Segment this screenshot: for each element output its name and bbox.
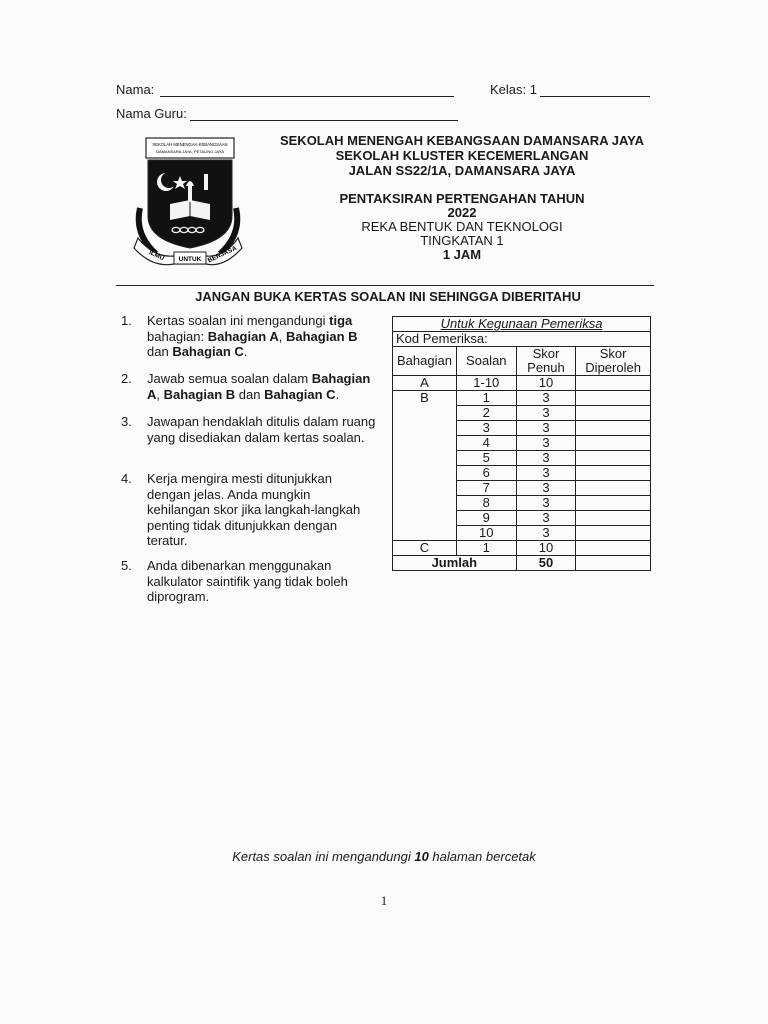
instruction-text: Jawab semua soalan dalam Bahagian A, Bahagian B dan Bahagian C. — [147, 371, 371, 402]
nama-guru-field[interactable] — [190, 120, 458, 121]
cell-skor-diperoleh[interactable] — [576, 451, 651, 466]
header-skor-penuh: Skor Penuh — [516, 347, 576, 376]
exam-duration: 1 JAM — [442, 247, 482, 262]
cell-soalan: 1 — [456, 391, 516, 406]
footer-page-count: 10 — [414, 849, 429, 864]
instruction-text: Anda dibenarkan menggunakan kalkulator saintifik yang tidak boleh diprogram. — [147, 558, 348, 604]
examiner-code-field[interactable]: Kod Pemeriksa: — [393, 332, 651, 347]
cell-skor-penuh: 3 — [516, 391, 576, 406]
exam-year: 2022 — [447, 205, 477, 220]
crest-motto-3: BERJASA — [206, 244, 238, 265]
instruction-number: 5. — [121, 558, 132, 573]
cell-skor-penuh: 10 — [516, 541, 576, 556]
cell-skor-penuh: 3 — [516, 406, 576, 421]
cell-skor-penuh: 3 — [516, 496, 576, 511]
instruction-item — [121, 313, 376, 360]
nama-field[interactable] — [160, 96, 454, 97]
cell-skor-diperoleh[interactable] — [576, 466, 651, 481]
cell-bahagian-a: A — [393, 376, 457, 391]
page-count-note — [0, 849, 768, 864]
cell-skor-penuh: 3 — [516, 511, 576, 526]
nama-guru-label: Nama Guru: — [116, 106, 187, 121]
form-level: TINGKATAN 1 — [420, 233, 504, 248]
crest-motto-1: ILMU — [147, 249, 166, 263]
cell-skor-penuh: 3 — [516, 436, 576, 451]
cell-bahagian-b: B — [393, 391, 457, 541]
crest-top-text-2: DAMANSARA JAYA, PETALING JAYA — [156, 149, 224, 154]
cell-skor-diperoleh[interactable] — [576, 436, 651, 451]
school-address: JALAN SS22/1A, DAMANSARA JAYA — [348, 163, 576, 178]
cell-bahagian-c: C — [393, 541, 457, 556]
instruction-item — [121, 558, 376, 605]
crest-motto-2: UNTUK — [178, 256, 202, 263]
footer-text-after: halaman bercetak — [428, 849, 536, 864]
instruction-text: Kerja mengira mesti ditunjukkan dengan jelas. Anda mungkin kehilangan skor jika langkah-langkah penting tidak ditunjukkan dengan teratur. — [147, 471, 361, 548]
cell-soalan: 2 — [456, 406, 516, 421]
kelas-field[interactable] — [540, 96, 650, 97]
exam-title: PENTAKSIRAN PERTENGAHAN TAHUN — [339, 191, 585, 206]
cell-skor-diperoleh[interactable] — [576, 526, 651, 541]
header-bahagian: Bahagian — [393, 347, 457, 376]
header-skor-diperoleh: Skor Diperoleh — [576, 347, 651, 376]
cell-skor-penuh: 3 — [516, 451, 576, 466]
header-soalan: Soalan — [456, 347, 516, 376]
cell-soalan: 8 — [456, 496, 516, 511]
instruction-text: Kertas soalan ini mengandungi tiga bahagian: Bahagian A, Bahagian B dan Bahagian C. — [147, 313, 358, 359]
instruction-item — [121, 414, 376, 445]
cell-skor-diperoleh[interactable] — [576, 481, 651, 496]
cell-skor-penuh: 3 — [516, 481, 576, 496]
cell-soalan: 10 — [456, 526, 516, 541]
total-skor-penuh: 50 — [516, 556, 576, 571]
warning-text: JANGAN BUKA KERTAS SOALAN INI SEHINGGA DIBERITAHU — [195, 289, 581, 304]
instruction-number: 2. — [121, 371, 132, 386]
divider — [116, 285, 654, 286]
cell-skor-penuh: 3 — [516, 466, 576, 481]
table-row — [393, 391, 651, 406]
table-title: Untuk Kegunaan Pemeriksa — [393, 317, 651, 332]
cell-skor-penuh: 3 — [516, 526, 576, 541]
cell-soalan: 7 — [456, 481, 516, 496]
school-name: SEKOLAH MENENGAH KEBANGSAAN DAMANSARA JAYA — [279, 133, 645, 148]
total-label: Jumlah — [393, 556, 517, 571]
cell-soalan: 3 — [456, 421, 516, 436]
cell-skor-diperoleh[interactable] — [576, 376, 651, 391]
instruction-item — [121, 371, 376, 402]
instruction-number: 4. — [121, 471, 132, 486]
page-number: 1 — [380, 893, 388, 908]
instruction-number: 1. — [121, 313, 132, 328]
cell-soalan: 1 — [456, 541, 516, 556]
footer-text-before: Kertas soalan ini mengandungi — [232, 849, 415, 864]
cell-skor-diperoleh[interactable] — [576, 511, 651, 526]
cell-soalan: 4 — [456, 436, 516, 451]
cell-skor-diperoleh[interactable] — [576, 496, 651, 511]
instruction-number: 3. — [121, 414, 132, 429]
cell-soalan: 6 — [456, 466, 516, 481]
cell-skor-diperoleh[interactable] — [576, 406, 651, 421]
cell-soalan: 1-10 — [456, 376, 516, 391]
total-skor-diperoleh[interactable] — [576, 556, 651, 571]
cell-soalan: 9 — [456, 511, 516, 526]
instruction-item — [121, 471, 376, 549]
subject-name: REKA BENTUK DAN TEKNOLOGI — [361, 219, 563, 234]
cell-skor-diperoleh[interactable] — [576, 391, 651, 406]
crest-top-text-1: SEKOLAH MENENGAH KEBANGSAAN — [152, 142, 228, 147]
cell-skor-penuh: 10 — [516, 376, 576, 391]
cell-soalan: 5 — [456, 451, 516, 466]
nama-label: Nama: — [116, 82, 155, 97]
cell-skor-diperoleh[interactable] — [576, 541, 651, 556]
school-cluster: SEKOLAH KLUSTER KECEMERLANGAN — [335, 148, 589, 163]
school-crest-logo — [126, 134, 250, 268]
examiner-score-table — [392, 316, 651, 571]
cell-skor-penuh: 3 — [516, 421, 576, 436]
cell-skor-diperoleh[interactable] — [576, 421, 651, 436]
instruction-text: Jawapan hendaklah ditulis dalam ruang yang disediakan dalam kertas soalan. — [147, 414, 376, 445]
kelas-label: Kelas: 1 — [490, 82, 537, 97]
